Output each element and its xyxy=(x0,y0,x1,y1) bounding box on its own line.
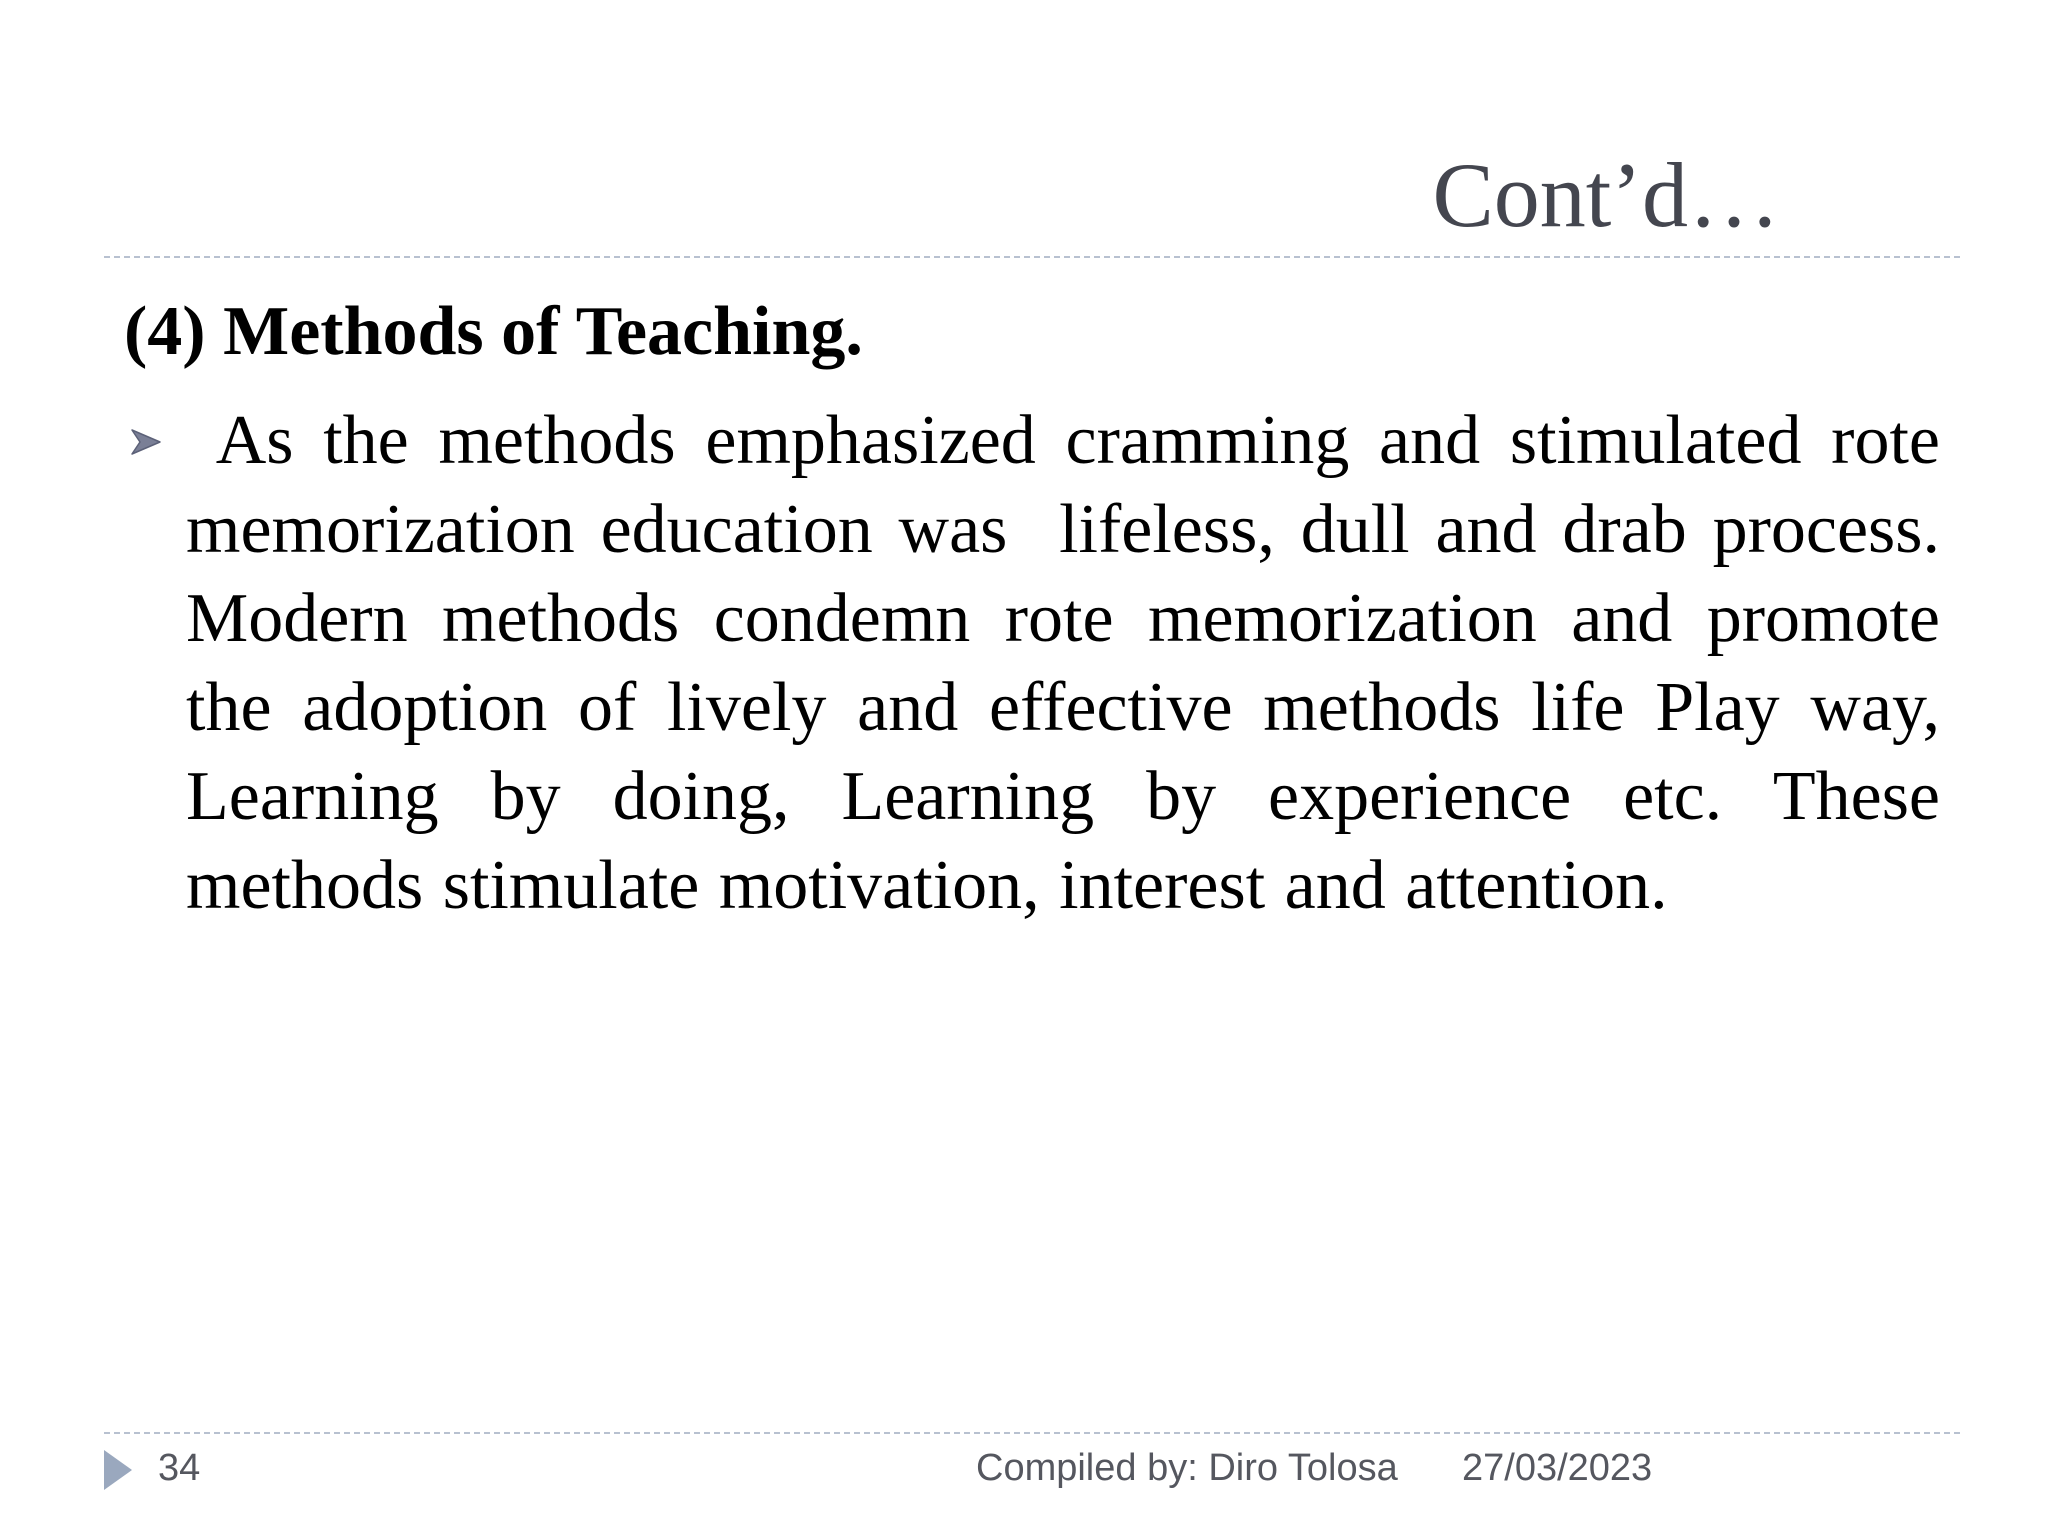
page-number: 34 xyxy=(158,1447,201,1489)
slide-title: Cont’d… xyxy=(1432,144,1780,246)
bullet-paragraph: As the methods emphasized cramming and stimulated rote memorization education was lifeless, dull and drab process. Modern methods condemn rote memorization and promote the adoption of lively and effective methods life Play way, Learning by doing, Learning by experience etc. These methods stimulate motivation, interest and attention. xyxy=(186,402,1960,924)
footer-divider xyxy=(104,1432,1960,1434)
arrowhead-bullet-icon xyxy=(126,422,166,462)
footer-date: 27/03/2023 xyxy=(1462,1447,1653,1489)
title-divider xyxy=(104,256,1960,258)
section-heading: (4) Methods of Teaching. xyxy=(124,293,863,370)
triangle-right-icon xyxy=(102,1448,134,1492)
footer-author: Compiled by: Diro Tolosa xyxy=(976,1447,1398,1489)
